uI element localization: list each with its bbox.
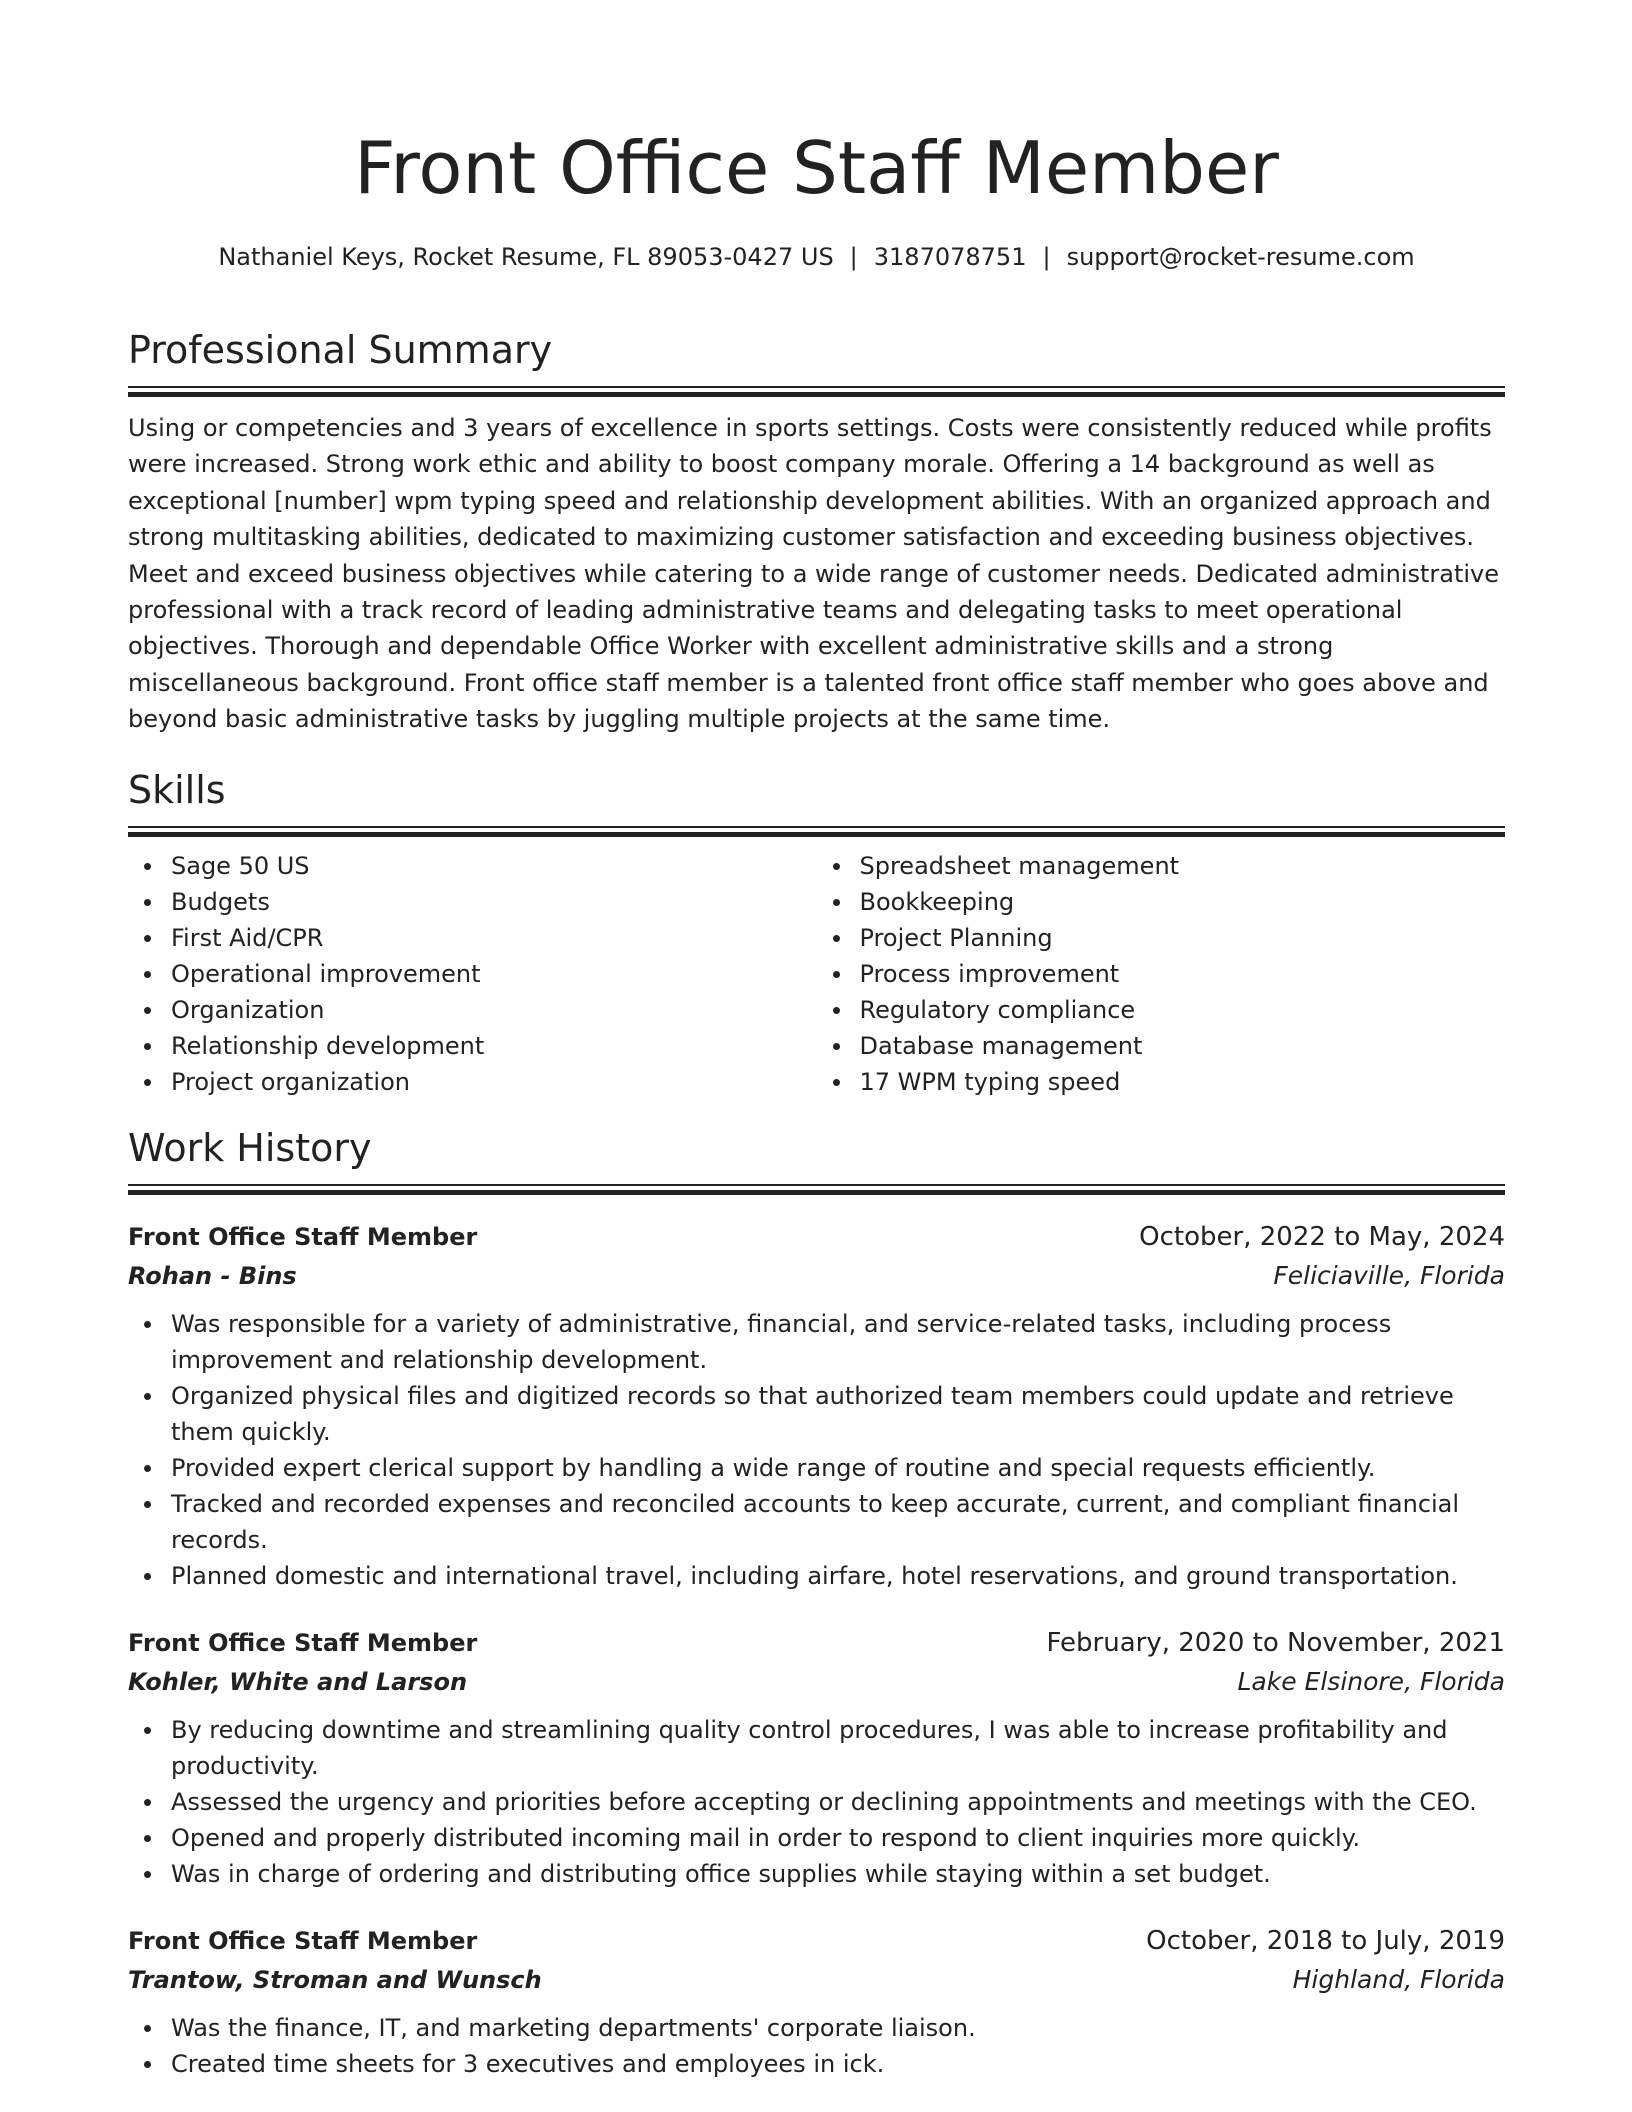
job-header-row	[128, 1624, 1505, 1662]
section-heading-work: Work History	[128, 1125, 372, 1170]
job-bullets	[128, 1306, 1505, 1594]
job-company: Rohan - Bins	[128, 1261, 297, 1290]
job-dates: February, 2020 to November, 2021	[1046, 1627, 1505, 1658]
job-bullet: Opened and properly distributed incoming mail in order to respond to client inquiries more quickly.	[171, 1820, 1505, 1856]
job-entry	[128, 1218, 1505, 1594]
skill-item: Budgets	[171, 884, 817, 920]
job-bullet: Planned domestic and international travel, including airfare, hotel reservations, and ground transportation.	[171, 1558, 1505, 1594]
job-bullet: Tracked and recorded expenses and reconciled accounts to keep accurate, current, and compliant financial records.	[171, 1486, 1505, 1558]
job-company: Kohler, White and Larson	[128, 1667, 468, 1696]
skills-column-right	[817, 848, 1506, 1100]
job-location: Highland, Florida	[1292, 1964, 1505, 1994]
skills-column-left	[128, 848, 817, 1100]
skills-section	[128, 766, 1505, 1100]
section-divider	[128, 1184, 1505, 1198]
skill-item: First Aid/CPR	[171, 920, 817, 956]
section-heading-skills: Skills	[128, 767, 226, 812]
section-divider	[128, 826, 1505, 840]
job-location: Lake Elsinore, Florida	[1237, 1666, 1505, 1696]
skill-item: Project organization	[171, 1064, 817, 1100]
job-bullets	[128, 2010, 1505, 2082]
job-entry	[128, 1624, 1505, 1892]
contact-phone: 3187078751	[873, 243, 1027, 271]
skill-item: Spreadsheet management	[860, 848, 1506, 884]
contact-address: Nathaniel Keys, Rocket Resume, FL 89053-0427 US	[218, 243, 834, 271]
skill-item: Regulatory compliance	[860, 992, 1506, 1028]
job-title: Front Office Staff Member	[128, 1926, 478, 1955]
skill-item: Relationship development	[171, 1028, 817, 1064]
skill-item: 17 WPM typing speed	[860, 1064, 1506, 1100]
job-company-row	[128, 1662, 1505, 1702]
professional-summary-section	[128, 326, 1505, 738]
section-heading-summary: Professional Summary	[128, 328, 553, 372]
job-bullet: Organized physical files and digitized records so that authorized team members could update and retrieve them quickly.	[171, 1378, 1505, 1450]
job-bullet: Was the finance, IT, and marketing departments' corporate liaison.	[171, 2010, 1505, 2046]
job-company-row	[128, 1960, 1505, 2000]
job-bullets	[128, 1712, 1505, 1892]
job-company-row	[128, 1256, 1505, 1296]
job-header-row	[128, 1922, 1505, 1960]
skill-item: Organization	[171, 992, 817, 1028]
skills-grid	[128, 848, 1505, 1100]
summary-text: Using or competencies and 3 years of excellence in sports settings. Costs were consistently reduced while profits were increased. Strong work ethic and ability to boost company morale. Offering a 14 background as well as exceptional [number] wpm typing speed and relationship development abilities. With an organized approach and strong multitasking abilities, dedicated to maximizing customer satisfaction and exceeding business objectives. Meet and exceed business objectives while catering to a wide range of customer needs. Dedicated administrative professional with a track record of leading administrative teams and delegating tasks to meet operational objectives. Thorough and dependable Office Worker with excellent administrative skills and a strong miscellaneous background. Front office staff member is a talented front office staff member who goes above and beyond basic administrative tasks by juggling multiple projects at the same time.	[128, 414, 1500, 734]
skill-item: Operational improvement	[171, 956, 817, 992]
job-bullet: Created time sheets for 3 executives and employees in ick.	[171, 2046, 1505, 2082]
contact-separator: |	[1042, 243, 1051, 271]
job-location: Feliciaville, Florida	[1273, 1260, 1505, 1290]
skill-item: Process improvement	[860, 956, 1506, 992]
job-title: Front Office Staff Member	[128, 1628, 478, 1657]
job-title: Front Office Staff Member	[128, 1222, 478, 1251]
section-divider	[128, 386, 1505, 400]
skill-item: Project Planning	[860, 920, 1506, 956]
job-bullet: Was in charge of ordering and distributing office supplies while staying within a set budget.	[171, 1856, 1505, 1892]
job-header-row	[128, 1218, 1505, 1256]
skill-item: Database management	[860, 1028, 1506, 1064]
job-bullet: Assessed the urgency and priorities before accepting or declining appointments and meetings with the CEO.	[171, 1784, 1505, 1820]
job-bullet: Was responsible for a variety of administrative, financial, and service-related tasks, including process improvement and relationship development.	[171, 1306, 1505, 1378]
work-history-section	[128, 1124, 1505, 2082]
job-bullet: Provided expert clerical support by handling a wide range of routine and special requests efficiently.	[171, 1450, 1505, 1486]
contact-email: support@rocket-resume.com	[1066, 243, 1415, 271]
job-bullet: By reducing downtime and streamlining quality control procedures, I was able to increase profitability and productivity.	[171, 1712, 1505, 1784]
contact-line	[128, 240, 1505, 274]
job-dates: October, 2018 to July, 2019	[1146, 1925, 1505, 1956]
job-dates: October, 2022 to May, 2024	[1139, 1221, 1505, 1252]
contact-separator: |	[849, 243, 858, 271]
document-title: Front Office Staff Member	[354, 126, 1279, 210]
job-entry	[128, 1922, 1505, 2082]
job-company: Trantow, Stroman and Wunsch	[128, 1965, 542, 1994]
skill-item: Bookkeeping	[860, 884, 1506, 920]
skill-item: Sage 50 US	[171, 848, 817, 884]
